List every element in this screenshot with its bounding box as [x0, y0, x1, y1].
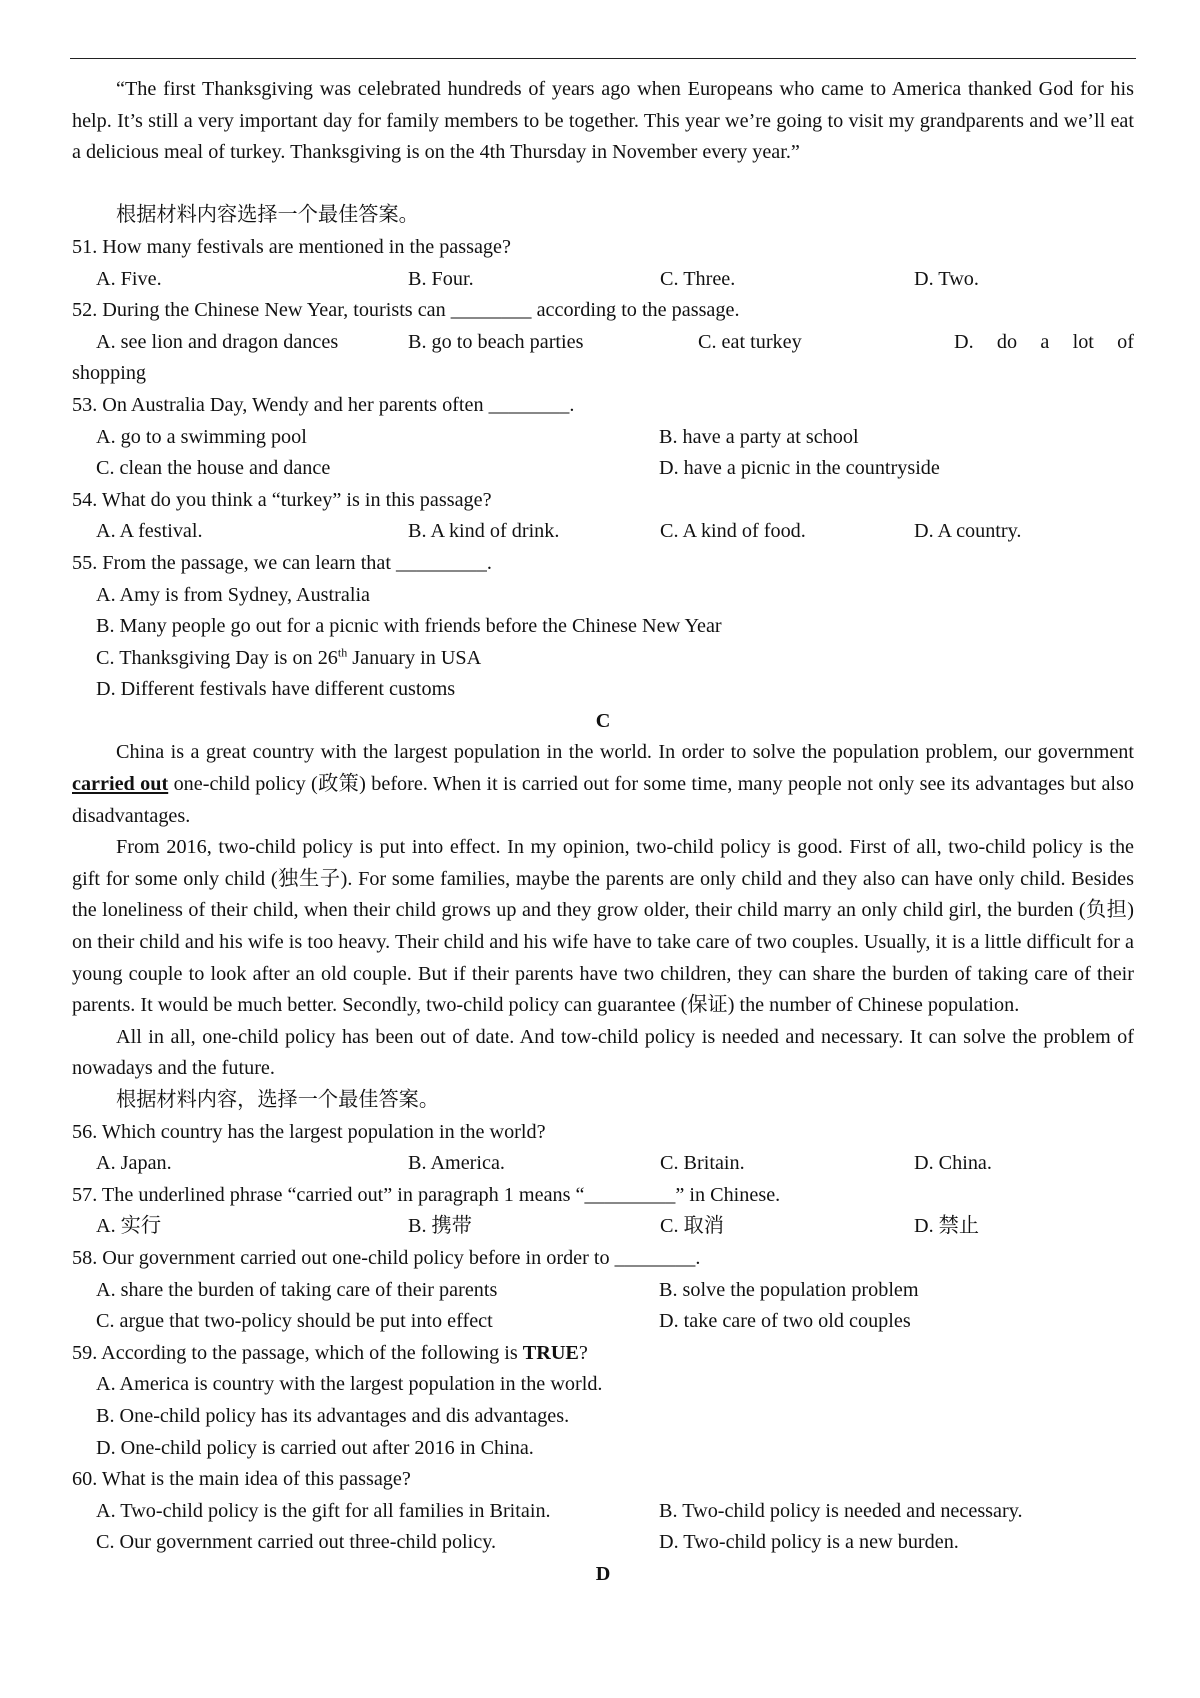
question-55-stem: 55. From the passage, we can learn that _________. [72, 551, 492, 574]
option-58-b[interactable]: B. solve the population problem [659, 1278, 919, 1301]
option-55-d[interactable]: D. Different festivals have different customs [96, 678, 456, 701]
option-60-b[interactable]: B. Two-child policy is needed and necessary. [659, 1499, 1023, 1522]
option-52-d[interactable]: D. do a lot of [954, 330, 1134, 353]
question-60-stem: 60. What is the main idea of this passage? [72, 1468, 411, 1491]
question-59-stem [72, 1338, 1134, 1370]
option-55-a[interactable]: A. Amy is from Sydney, Australia [96, 583, 371, 606]
question-60-options [72, 1496, 1134, 1559]
question-51-stem: 51. How many festivals are mentioned in the passage? [72, 235, 511, 258]
option-54-a[interactable]: A. A festival. [96, 520, 203, 543]
option-56-b[interactable]: B. America. [408, 1152, 505, 1175]
option-59-a[interactable]: A. America is country with the largest population in the world. [96, 1373, 603, 1396]
option-56-d[interactable]: D. China. [914, 1152, 992, 1175]
question-52-stem: 52. During the Chinese New Year, tourists can ________ according to the passage. [72, 299, 740, 322]
question-54-stem: 54. What do you think a “turkey” is in this passage? [72, 488, 492, 511]
option-56-c[interactable]: C. Britain. [660, 1152, 745, 1175]
option-51-a[interactable]: A. Five. [96, 267, 162, 290]
option-52-a[interactable]: A. see lion and dragon dances [96, 330, 339, 353]
option-56-a[interactable]: A. Japan. [96, 1152, 172, 1175]
passage-c-paragraph-2: From 2016, two-child policy is put into effect. In my opinion, two-child policy is good. First of all, two-child policy is the gift for some only child (独生子). For some families, maybe the parents are only child and they also can have only child. Besides the loneliness of their child, when their child grows up and they grow older, their child marry an only child girl, the burden (负担) on their child and his wife is too heavy. Their child and his wife have to take care of two couples. Usually, it is a little difficult for a young couple to look after an old couple. But if their parents have two children, they can share the burden of taking care of their parents. It would be much better. Secondly, two-child policy can guarantee (保证) the number of Chinese population. [72, 836, 1134, 1017]
underlined-phrase: carried out [72, 773, 169, 796]
option-57-b[interactable]: B. 携带 [408, 1215, 472, 1238]
option-57-a[interactable]: A. 实行 [96, 1215, 162, 1238]
option-54-d[interactable]: D. A country. [914, 520, 1022, 543]
passage-c-p1-end: one-child policy (政策) before. When it is carried out for some time, many people not only see its advantages but also disadvantages. [72, 773, 1134, 827]
option-54-c[interactable]: C. A kind of food. [660, 520, 806, 543]
question-57-options [72, 1211, 1134, 1243]
option-58-d[interactable]: D. take care of two old couples [659, 1310, 911, 1333]
option-52-d-wrap: shopping [72, 362, 147, 385]
question-52-options [72, 327, 1134, 359]
header-rule [70, 58, 1136, 59]
question-59-stem-start: 59. According to the passage, which of the following is [72, 1341, 523, 1364]
question-56-stem: 56. Which country has the largest population in the world? [72, 1120, 546, 1143]
option-51-d[interactable]: D. Two. [914, 267, 979, 290]
question-53-stem: 53. On Australia Day, Wendy and her parents often ________. [72, 393, 575, 416]
option-52-c[interactable]: C. eat turkey [698, 330, 802, 353]
option-59-b[interactable]: B. One-child policy has its advantages and dis advantages. [96, 1404, 570, 1427]
option-52-b[interactable]: B. go to beach parties [408, 330, 584, 353]
question-56-options [72, 1148, 1134, 1180]
option-60-d[interactable]: D. Two-child policy is a new burden. [659, 1531, 959, 1554]
option-57-d[interactable]: D. 禁止 [914, 1215, 980, 1238]
option-53-d[interactable]: D. have a picnic in the countryside [659, 457, 940, 480]
option-57-c[interactable]: C. 取消 [660, 1215, 724, 1238]
option-55-c-tail: January in USA [347, 646, 482, 669]
option-60-a[interactable]: A. Two-child policy is the gift for all families in Britain. [96, 1499, 551, 1522]
option-53-c[interactable]: C. clean the house and dance [96, 457, 331, 480]
option-51-b[interactable]: B. Four. [408, 267, 474, 290]
passage-c-p1-start: China is a great country with the largest population in the world. In order to solve the population problem, our government [116, 741, 1134, 764]
question-53-options [72, 422, 1134, 485]
question-58-stem: 58. Our government carried out one-child policy before in order to ________. [72, 1246, 701, 1269]
option-59-d[interactable]: D. One-child policy is carried out after 2016 in China. [96, 1436, 534, 1459]
passage-c-paragraph-1 [72, 737, 1134, 832]
passage-b-closing-paragraph: “The first Thanksgiving was celebrated hundreds of years ago when Europeans who came to America thanked God for his help. It’s still a very important day for family members to be together. This year we’re going to visit my grandparents and we’ll eat a delicious meal of turkey. Thanksgiving is on the 4th Thursday in November every year.” [72, 78, 1134, 164]
option-54-b[interactable]: B. A kind of drink. [408, 520, 560, 543]
section-heading-d: D [595, 1562, 611, 1585]
option-58-c[interactable]: C. argue that two-policy should be put into effect [96, 1310, 493, 1333]
question-58-options [72, 1275, 1134, 1338]
exam-page [72, 74, 1134, 1591]
ordinal-suffix: th [337, 644, 348, 659]
option-53-a[interactable]: A. go to a swimming pool [96, 425, 307, 448]
option-51-c[interactable]: C. Three. [660, 267, 736, 290]
instruction-c: 根据材料内容，选择一个最佳答案。 [116, 1089, 440, 1111]
question-54-options [72, 516, 1134, 548]
question-57-stem: 57. The underlined phrase “carried out” in paragraph 1 means “_________” in Chinese. [72, 1183, 781, 1206]
option-55-c[interactable] [72, 643, 1134, 675]
question-59-stem-end: ? [578, 1341, 588, 1364]
section-heading-c: C [595, 709, 611, 732]
question-51-options [72, 264, 1134, 296]
spacer [72, 169, 1134, 201]
option-53-b[interactable]: B. have a party at school [659, 425, 859, 448]
option-55-b[interactable]: B. Many people go out for a picnic with friends before the Chinese New Year [96, 615, 722, 638]
passage-c-paragraph-3: All in all, one-child policy has been out of date. And tow-child policy is needed and necessary. It can solve the problem of nowadays and the future. [72, 1025, 1134, 1080]
option-60-c[interactable]: C. Our government carried out three-child policy. [96, 1531, 497, 1554]
question-59-bold-word: TRUE [522, 1341, 579, 1364]
option-58-a[interactable]: A. share the burden of taking care of their parents [96, 1278, 498, 1301]
instruction-b: 根据材料内容选择一个最佳答案。 [116, 204, 419, 227]
option-55-c-text: C. Thanksgiving Day is on 26 [96, 646, 338, 669]
